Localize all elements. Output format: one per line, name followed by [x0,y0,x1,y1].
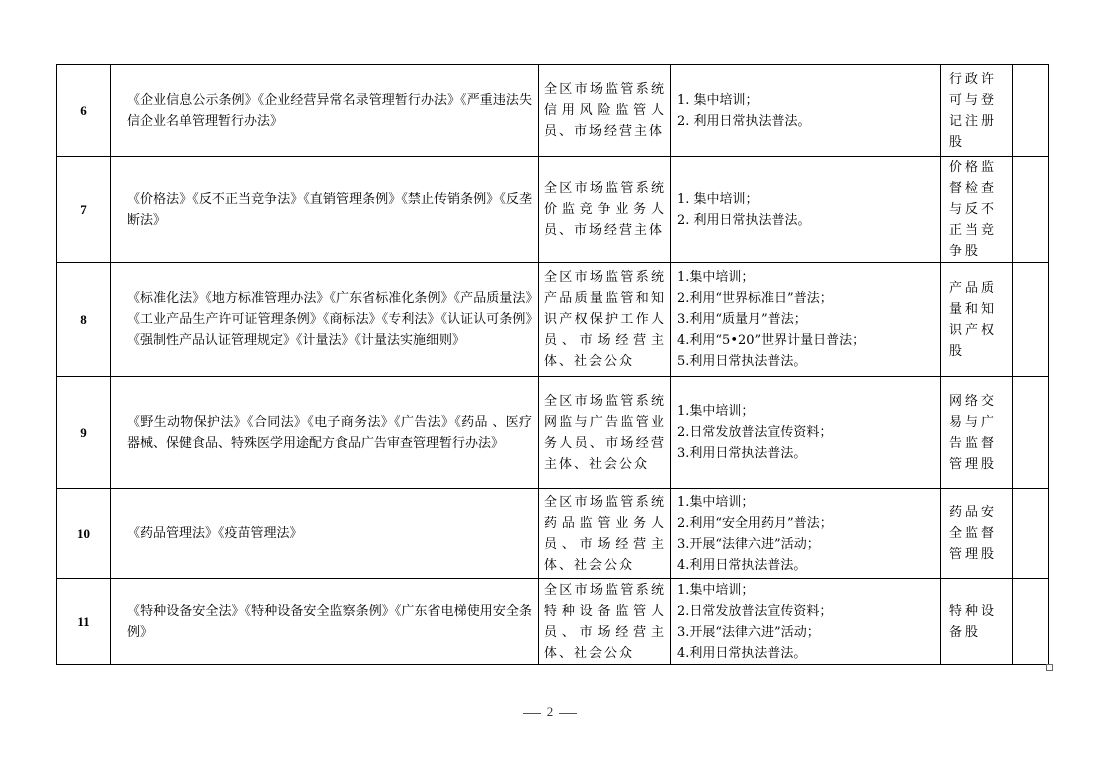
table-row [57,157,1049,263]
remarks-cell [1013,489,1049,579]
row-number: 8 [57,263,111,377]
method-item: 1.集中培训； [677,404,755,419]
responsible-department-cell: 特种设备股 [941,579,1013,665]
method-cell [671,579,941,665]
row-number: 6 [57,65,111,157]
page-footer [0,704,1100,720]
table-row [57,377,1049,489]
method-item: 1. 集中培训； [677,92,759,108]
footer-left-dash [523,713,541,714]
table-row [57,579,1049,665]
method-item: 3.开展“法律六进”活动； [677,536,820,552]
method-cell [671,377,941,489]
responsible-department-cell: 价格监督检查与反不正当竞争股 [941,157,1013,263]
remarks-cell [1013,579,1049,665]
row-number: 9 [57,377,111,489]
method-item: 1.集中培训； [677,582,755,598]
law-content-cell: 《特种设备安全法》《特种设备安全监察条例》《广东省电梯使用安全条例》 [111,579,539,665]
method-cell [671,157,941,263]
table-row [57,65,1049,157]
responsible-department-cell: 产品质量和知识产权股 [941,263,1013,377]
method-item: 2.利用“安全用药月”普法； [677,515,833,531]
method-item: 3.利用“质量月”普法； [677,312,807,327]
target-audience-cell: 全区市场监管系统信用风险监管人员、市场经营主体 [539,65,671,157]
row-number: 7 [57,157,111,263]
remarks-cell [1013,263,1049,377]
target-audience-cell: 全区市场监管系统网监与广告监管业务人员、市场经营主体、社会公众 [539,377,671,489]
target-audience-cell: 全区市场监管系统药品监管业务人员、市场经营主体、社会公众 [539,489,671,579]
law-content-cell: 《标准化法》《地方标准管理办法》《广东省标准化条例》《产品质量法》《工业产品生产许可证管理条例》《商标法》《专利法》《认证认可条例》《强制性产品认证管理规定》《计量法》《计量法实施细则》 [111,263,539,377]
target-audience-cell: 全区市场监管系统产品质量监管和知识产权保护工作人员、市场经营主体、社会公众 [539,263,671,377]
method-cell [671,489,941,579]
law-content-cell: 《企业信息公示条例》《企业经营异常名录管理暂行办法》《严重违法失信企业名单管理暂行办法》 [111,65,539,157]
method-cell [671,65,941,157]
target-audience-cell: 全区市场监管系统价监竞争业务人员、市场经营主体 [539,157,671,263]
method-item: 2.日常发放普法宣传资料； [677,603,833,619]
method-item: 2.日常发放普法宣传资料； [677,425,833,440]
method-item: 1.集中培训； [677,494,755,510]
method-item: 4.利用日常执法普法。 [677,557,807,573]
remarks-cell [1013,157,1049,263]
table-row [57,489,1049,579]
method-item: 2.利用“世界标准日”普法； [677,291,833,306]
method-item: 5.利用日常执法普法。 [677,354,807,369]
table-body [57,65,1049,665]
remarks-cell [1013,65,1049,157]
target-audience-cell: 全区市场监管系统特种设备监管人员、市场经营主体、社会公众 [539,579,671,665]
table-row [57,263,1049,377]
law-content-cell: 《野生动物保护法》《合同法》《电子商务法》《广告法》《药品 、医疗器械、保健食品、特殊医学用途配方食品广告审查管理暂行办法》 [111,377,539,489]
paragraph-mark [1046,664,1053,671]
method-item: 4.利用日常执法普法。 [677,645,807,661]
row-number: 11 [57,579,111,665]
page-number: 2 [546,704,554,719]
method-cell [671,263,941,377]
remarks-cell [1013,377,1049,489]
responsible-department-cell: 网络交易与广告监督管理股 [941,377,1013,489]
method-item: 2. 利用日常执法普法。 [677,212,811,228]
law-education-plan-table [56,64,1049,665]
method-item: 2. 利用日常执法普法。 [677,113,811,129]
method-item: 1.集中培训； [677,270,755,285]
method-item: 1. 集中培训； [677,191,759,207]
responsible-department-cell: 药品安全监督管理股 [941,489,1013,579]
row-number: 10 [57,489,111,579]
method-item: 4.利用“5•20”世界计量日普法； [677,333,866,348]
footer-right-dash [559,713,577,714]
law-content-cell: 《价格法》《反不正当竞争法》《直销管理条例》《禁止传销条例》《反垄断法》 [111,157,539,263]
method-item: 3.开展“法律六进”活动； [677,624,820,640]
law-content-cell: 《药品管理法》《疫苗管理法》 [111,489,539,579]
responsible-department-cell: 行政许可与登记注册股 [941,65,1013,157]
method-item: 3.利用日常执法普法。 [677,446,807,461]
